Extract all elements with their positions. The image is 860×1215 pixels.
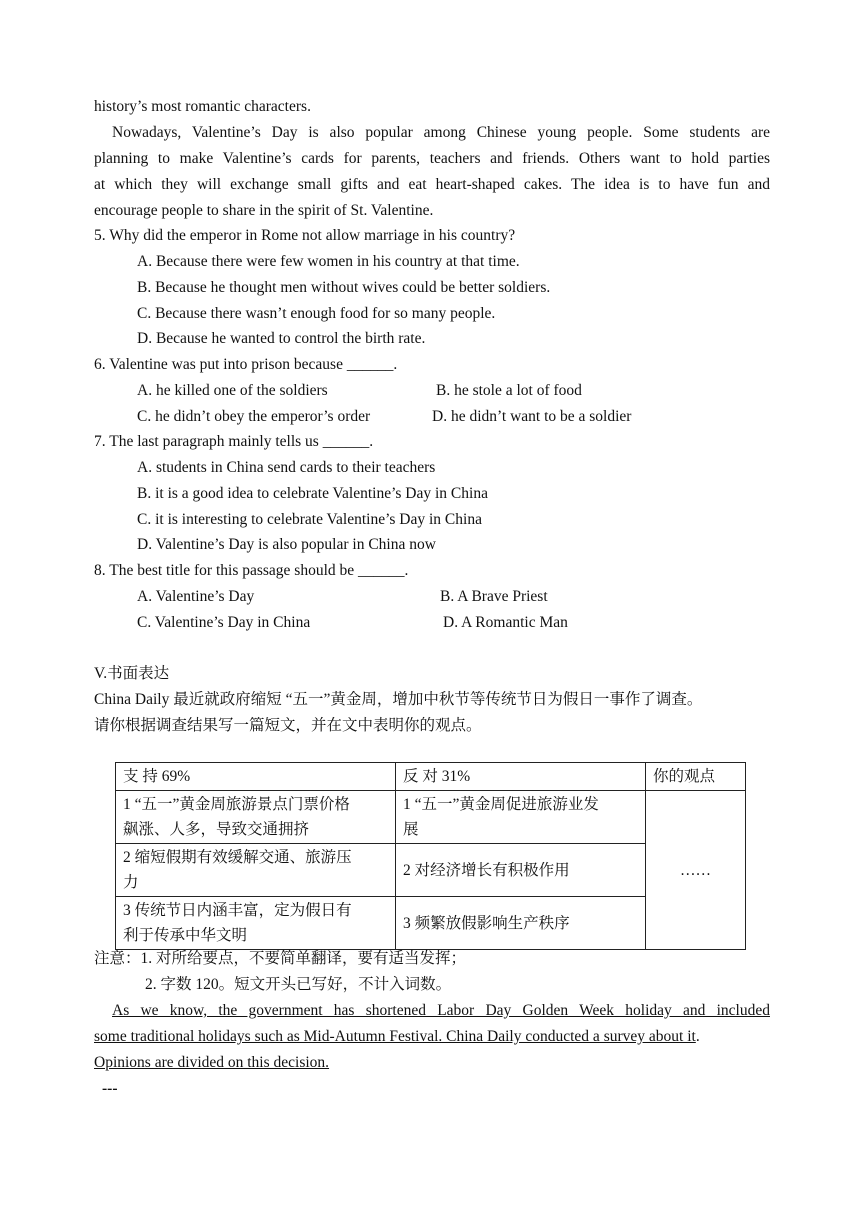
answer-option: B. he stole a lot of food xyxy=(436,382,582,399)
answer-option: C. Valentine’s Day in China xyxy=(137,614,311,631)
passage-line: history’s most romantic characters. xyxy=(94,98,311,115)
answer-option: A. he killed one of the soldiers xyxy=(137,382,328,399)
answer-option: B. A Brave Priest xyxy=(440,588,548,605)
opening-line: Opinions are divided on this decision. xyxy=(94,1054,330,1071)
answer-option: D. he didn’t want to be a soldier xyxy=(432,408,632,425)
oppose-point: 2 对经济增长有积极作用 xyxy=(396,844,646,897)
note-line: 2. 字数 120。短文开头已写好，不计入词数。 xyxy=(145,976,452,993)
section-heading: V.书面表达 xyxy=(94,665,170,682)
passage-line: at which they will exchange small gifts and eat heart-shaped cakes. The idea is to have fun and xyxy=(94,176,770,193)
question-stem: 8. The best title for this passage should be ______. xyxy=(94,562,409,579)
header-oppose: 反 对 31% xyxy=(396,763,646,791)
oppose-point: 3 频繁放假影响生产秩序 xyxy=(396,897,646,950)
note-line: 注意：1. 对所给要点，不要简单翻译，要有适当发挥； xyxy=(94,950,467,967)
answer-option: C. Because there wasn’t enough food for so many people. xyxy=(137,305,496,322)
answer-option: B. Because he thought men without wives could be better soldiers. xyxy=(137,279,551,296)
support-point: 3 传统节日内涵丰富，定为假日有 利于传承中华文明 xyxy=(116,897,396,950)
passage-line: Nowadays, Valentine’s Day is also popular among Chinese young people. Some students are xyxy=(112,124,770,141)
answer-option: C. he didn’t obey the emperor’s order xyxy=(137,408,371,425)
answer-option: D. A Romantic Man xyxy=(443,614,568,631)
survey-table xyxy=(115,762,746,950)
support-point: 1 “五一”黄金周旅游景点门票价格 飙涨、人多，导致交通拥挤 xyxy=(116,791,396,844)
answer-option: D. Valentine’s Day is also popular in China now xyxy=(137,536,436,553)
header-opinion: 你的观点 xyxy=(646,763,746,791)
table-header-row xyxy=(116,763,746,791)
writing-intro: 请你根据调查结果写一篇短文，并在文中表明你的观点。 xyxy=(94,717,482,734)
answer-option: A. Because there were few women in his country at that time. xyxy=(137,253,520,270)
answer-option: D. Because he wanted to control the birth rate. xyxy=(137,330,426,347)
separator: --- xyxy=(102,1080,118,1097)
opening-line: As we know, the government has shortened Labor Day Golden Week holiday and included xyxy=(112,1002,770,1019)
answer-option: C. it is interesting to celebrate Valentine’s Day in China xyxy=(137,511,482,528)
writing-intro: China Daily 最近就政府缩短 “五一”黄金周，增加中秋节等传统节日为假日一事作了调查。 xyxy=(94,691,703,708)
answer-option: A. students in China send cards to their teachers xyxy=(137,459,436,476)
answer-option: A. Valentine’s Day xyxy=(137,588,255,605)
answer-option: B. it is a good idea to celebrate Valentine’s Day in China xyxy=(137,485,488,502)
passage-line: encourage people to share in the spirit of St. Valentine. xyxy=(94,202,434,219)
question-stem: 6. Valentine was put into prison because ______. xyxy=(94,356,398,373)
passage-line: planning to make Valentine’s cards for parents, teachers and friends. Others want to hold parties xyxy=(94,150,770,167)
opening-line: some traditional holidays such as Mid-Autumn Festival. China Daily conducted a survey about it. xyxy=(94,1028,700,1045)
question-stem: 5. Why did the emperor in Rome not allow marriage in his country? xyxy=(94,227,516,244)
table-row xyxy=(116,791,746,844)
header-support: 支 持 69% xyxy=(116,763,396,791)
oppose-point: 1 “五一”黄金周促进旅游业发 展 xyxy=(396,791,646,844)
question-stem: 7. The last paragraph mainly tells us ______. xyxy=(94,433,374,450)
support-point: 2 缩短假期有效缓解交通、旅游压 力 xyxy=(116,844,396,897)
opinion-cell: …… xyxy=(646,791,746,950)
